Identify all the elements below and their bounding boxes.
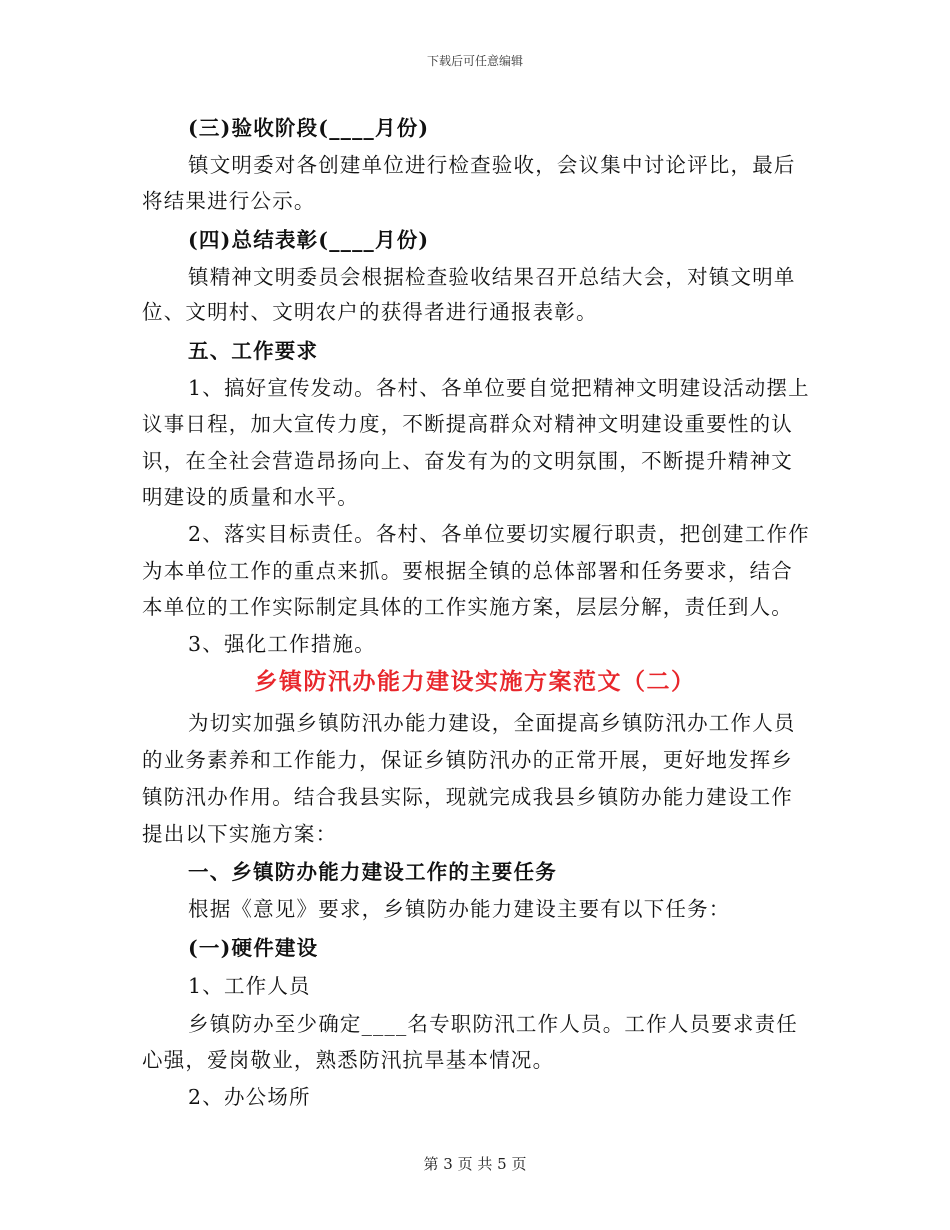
paragraph-line: 本单位的工作实际制定具体的工作实施方案，层层分解，责任到人。	[142, 595, 793, 619]
paragraph-line: 的业务素养和工作能力，保证乡镇防汛办的正常开展，更好地发挥乡	[142, 748, 793, 772]
paragraph-line: 将结果进行公示。	[142, 189, 316, 213]
list-item: 2、办公场所	[188, 1085, 311, 1109]
paragraph-line: 1、搞好宣传发动。各村、各单位要自觉把精神文明建设活动摆上	[188, 376, 810, 400]
section-heading-hardware: (一)硬件建设	[188, 936, 319, 960]
paragraph-line: 识，在全社会营造昂扬向上、奋发有为的文明氛围，不断提升精神文	[142, 449, 793, 473]
page-footer: 第 3 页 共 5 页	[423, 1155, 527, 1173]
paragraph-line: 明建设的质量和水平。	[142, 485, 359, 509]
paragraph-line: 为切实加强乡镇防汛办能力建设，全面提高乡镇防汛办工作人员	[188, 711, 796, 735]
page-header: 下载后可任意编辑	[426, 54, 523, 68]
paragraph-line: 提出以下实施方案：	[142, 822, 338, 846]
section-heading-commendation: (四)总结表彰(____月份)	[188, 228, 430, 252]
paragraph-line: 镇精神文明委员会根据检查验收结果召开总结大会，对镇文明单	[188, 265, 796, 289]
paragraph-line: 根据《意见》要求，乡镇防办能力建设主要有以下任务：	[188, 897, 731, 921]
paragraph-line: 乡镇防办至少确定____名专职防汛工作人员。工作人员要求责任	[188, 1012, 798, 1036]
section-heading-main-tasks: 一、乡镇防办能力建设工作的主要任务	[188, 860, 557, 884]
section-heading-work-requirements: 五、工作要求	[188, 339, 319, 363]
paragraph-line: 为本单位工作的重点来抓。要根据全镇的总体部署和任务要求，结合	[142, 559, 793, 583]
paragraph-line: 位、文明村、文明农户的获得者进行通报表彰。	[142, 300, 598, 324]
paragraph-line: 3、强化工作措施。	[188, 632, 376, 656]
paragraph-line: 2、落实目标责任。各村、各单位要切实履行职责，把创建工作作	[188, 522, 810, 546]
paragraph-line: 心强，爱岗敬业，熟悉防汛抗旱基本情况。	[142, 1048, 555, 1072]
document-title: 乡镇防汛办能力建设实施方案范文（二）	[254, 668, 696, 695]
paragraph-line: 镇文明委对各创建单位进行检查验收，会议集中讨论评比，最后	[188, 153, 796, 177]
paragraph-line: 镇防汛办作用。结合我县实际，现就完成我县乡镇防办能力建设工作	[142, 785, 793, 809]
list-item: 1、工作人员	[188, 974, 311, 998]
paragraph-line: 议事日程，加大宣传力度，不断提高群众对精神文明建设重要性的认	[142, 412, 793, 436]
section-heading-acceptance: (三)验收阶段(____月份)	[188, 116, 430, 140]
